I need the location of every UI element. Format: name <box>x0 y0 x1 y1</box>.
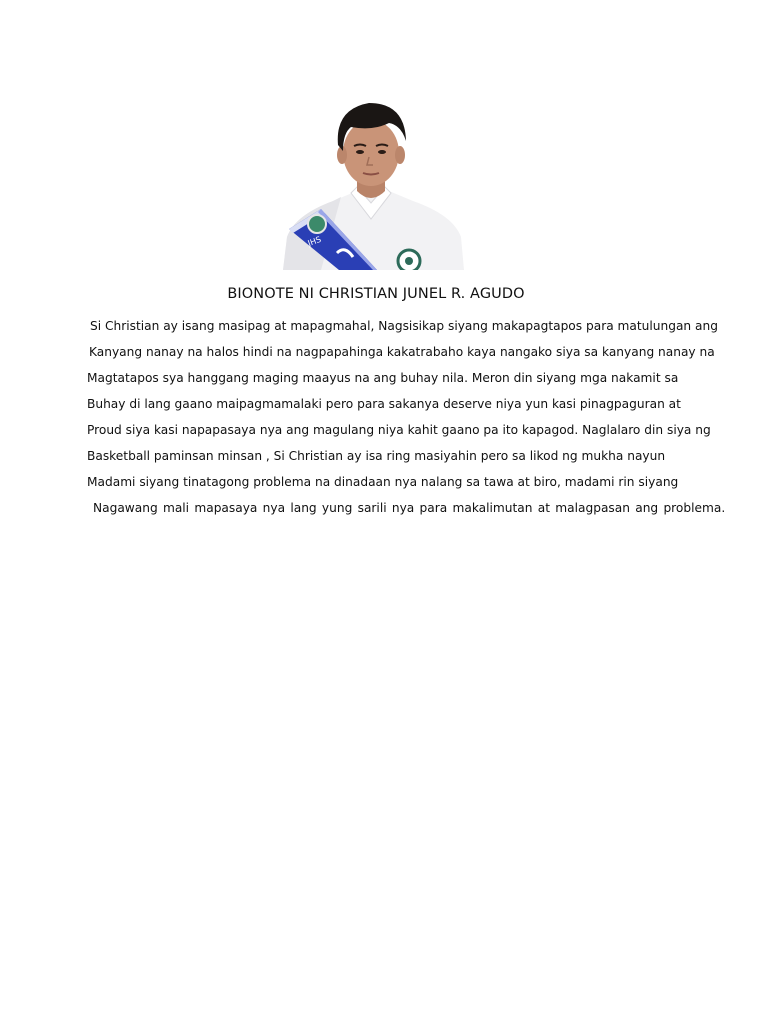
paragraph-line: Madami siyang tinatagong problema na dinadaan nya nalang sa tawa at biro, madami rin siyang <box>87 475 679 489</box>
paragraph-line: Kanyang nanay na halos hindi na nagpapahinga kakatrabaho kaya nangako siya sa kanyang nanay na <box>89 345 715 359</box>
paragraph-line: Proud siya kasi napapasaya nya ang magulang niya kahit gaano pa ito kapagod. Naglalaro din siya ng <box>87 423 711 437</box>
sash-text: JHS <box>306 234 323 248</box>
paragraph-line: Si Christian ay isang masipag at mapagmahal, Nagsisikap siyang makapagtapos para matulungan ang <box>90 319 718 333</box>
paragraph-line: Basketball paminsan minsan , Si Christian ay isa ring masiyahin pero sa likod ng mukha nayun <box>87 449 666 463</box>
document-title: BIONOTE NI CHRISTIAN JUNEL R. AGUDO <box>227 286 525 302</box>
paragraph-line: Buhay di lang gaano maipagmamalaki pero para sakanya deserve niya yun kasi pinagpaguran at <box>87 397 681 411</box>
portrait-photo <box>281 97 464 270</box>
paragraph-line: Nagawang mali mapasaya nya lang yung sarili nya para makalimutan at malagpasan ang problema. <box>93 501 726 515</box>
paragraph-line: Magtatapos sya hanggang maging maayus na ang buhay nila. Meron din siyang mga nakamit sa <box>87 371 679 385</box>
